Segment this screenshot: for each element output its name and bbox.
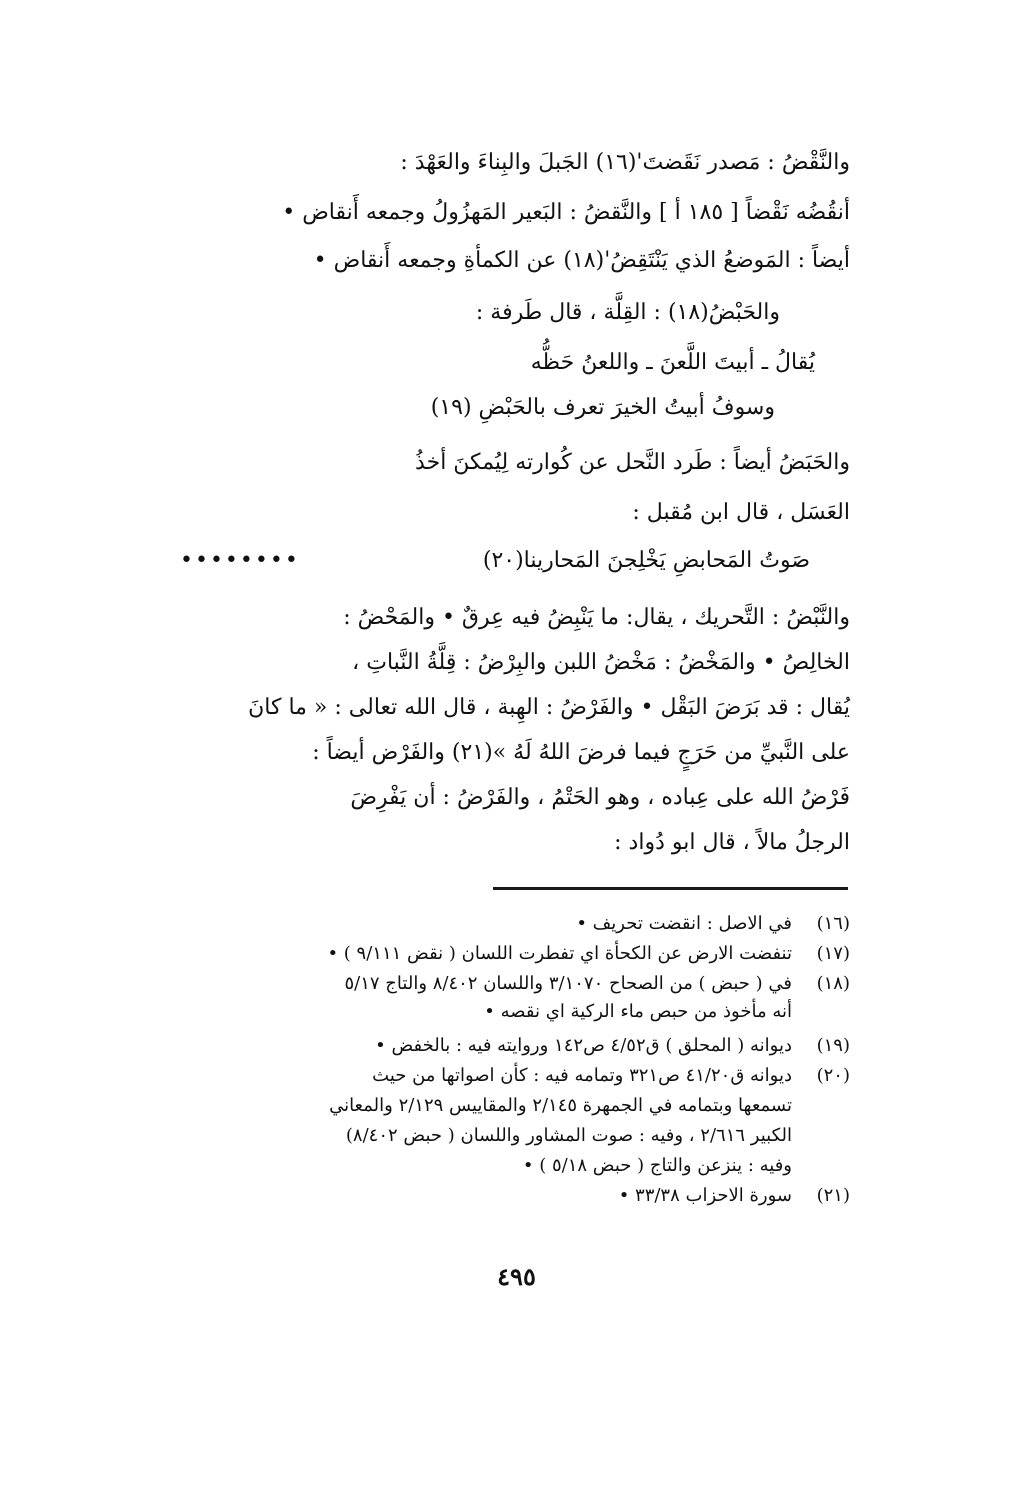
text-line: الرجلُ مالاً ، قال ابو دُواد : (614, 830, 850, 855)
text-line: العَسَل ، قال ابن مُقبل : (632, 500, 850, 525)
verse-ellipsis: •••••••• (180, 548, 300, 573)
footnote-number: (١٩) (816, 1035, 850, 1056)
text-line: يُقال : قد بَرَضَ البَقْل • والفَرْضُ : الهِبة ، قال الله تعالى : « ما كانَ (248, 695, 850, 720)
footnote-separator (493, 887, 848, 890)
verse-hemistich: صَوتُ المَحابضِ يَخْلِجنَ المَحارينا(٢٠) (482, 548, 810, 573)
footnote-number: (٢٠) (816, 1065, 850, 1086)
footnote-text: ديوانه ق٤١/٢٠ ص٣٢١ وتمامه فيه : كأن اصواتها من حيث (372, 1065, 792, 1086)
text-line: على النَّبيِّ من حَرَجٍ فيما فرضَ اللهُ لَهُ »(٢١) والفَرْض أيضاً : (312, 740, 850, 765)
footnote (375, 1035, 850, 1056)
text-line: الخالِصُ • والمَخْضُ : مَخْضُ اللبن والبِرْضُ : قِلَّةُ النَّباتِ ، (352, 650, 850, 675)
footnote (372, 1065, 850, 1086)
footnote (619, 1185, 850, 1206)
text-line: والنَّبْضُ : التَّحريك ، يقال: ما يَنْبِضُ فيه عِرقٌ • والمَحْضُ : (343, 605, 850, 630)
footnote-number: (١٦) (816, 913, 850, 934)
footnote (345, 973, 851, 994)
footnote (327, 943, 850, 964)
text-line: فَرْضُ الله على عِباده ، وهو الحَتْمُ ، والفَرْضُ : أن يَفْرِضَ (350, 785, 850, 810)
footnote-text: تنفضت الارض عن الكحأة اي تفطرت اللسان ( نقض ٩/١١١ ) • (327, 943, 792, 964)
page-number: ٤٩٥ (497, 1262, 536, 1291)
footnote-number: (١٨) (816, 973, 850, 994)
verse-hemistich: يُقالُ ـ أبيتَ اللَّعنَ ـ واللعنُ حَظُّه (530, 350, 815, 375)
footnote-continuation: وفيه : ينزعن والتاج ( حبض ٥/١٨ ) • (522, 1155, 792, 1176)
footnote-text: ديوانه ( المحلق ) ق٤/٥٢ ص١٤٢ وروايته فيه : بالخفض • (375, 1035, 792, 1056)
footnote (576, 913, 850, 934)
text-line: والحَبَضُ أيضاً : طَرد النَّحل عن كُوارته لِيُمكنَ أخذُ (415, 450, 850, 475)
text-line: والحَبْضُ(١٨) : القِلَّة ، قال طَرفة : (475, 300, 780, 325)
footnote-continuation: أنه مأخوذ من حبص ماء الركية اي نقصه • (484, 1001, 792, 1022)
text-line: أنقُضُه نَقْضاً [ ١٨٥ أ ] والنَّقضُ : البَعير المَهزُولُ وجمعه أَنقاض • (282, 200, 850, 225)
footnote-continuation: الكبير ٢/٦١٦ ، وفيه : صوت المشاور واللسان ( حبض ٨/٤٠٢) (345, 1125, 792, 1146)
text-line: والنَّقْضُ : مَصدر نَقَضتَ'(١٦) الجَبلَ والبِناءَ والعَهْدَ : (400, 150, 850, 175)
footnote-text: في الاصل : انقضت تحريف • (576, 913, 792, 934)
footnote-text: في ( حبض ) من الصحاح ٣/١٠٧٠ واللسان ٨/٤٠٢ والتاج ٥/١٧ (344, 973, 792, 994)
verse-hemistich: وسوفُ أبيتُ الخيرَ تعرف بالحَبْضِ (١٩) (430, 395, 775, 420)
footnote-text: سورة الاحزاب ٣٣/٣٨ • (618, 1185, 792, 1206)
text-line: أيضاً : المَوضعُ الذي يَنْتَقِضُ'(١٨) عن الكمأةِ وجمعه أَنقاض • (313, 248, 850, 273)
footnote-number: (٢١) (816, 1185, 850, 1206)
footnote-number: (١٧) (816, 943, 850, 964)
footnote-continuation: تسمعها وبتمامه في الجمهرة ٢/١٤٥ والمقاييس ٢/١٢٩ والمعاني (329, 1095, 792, 1116)
